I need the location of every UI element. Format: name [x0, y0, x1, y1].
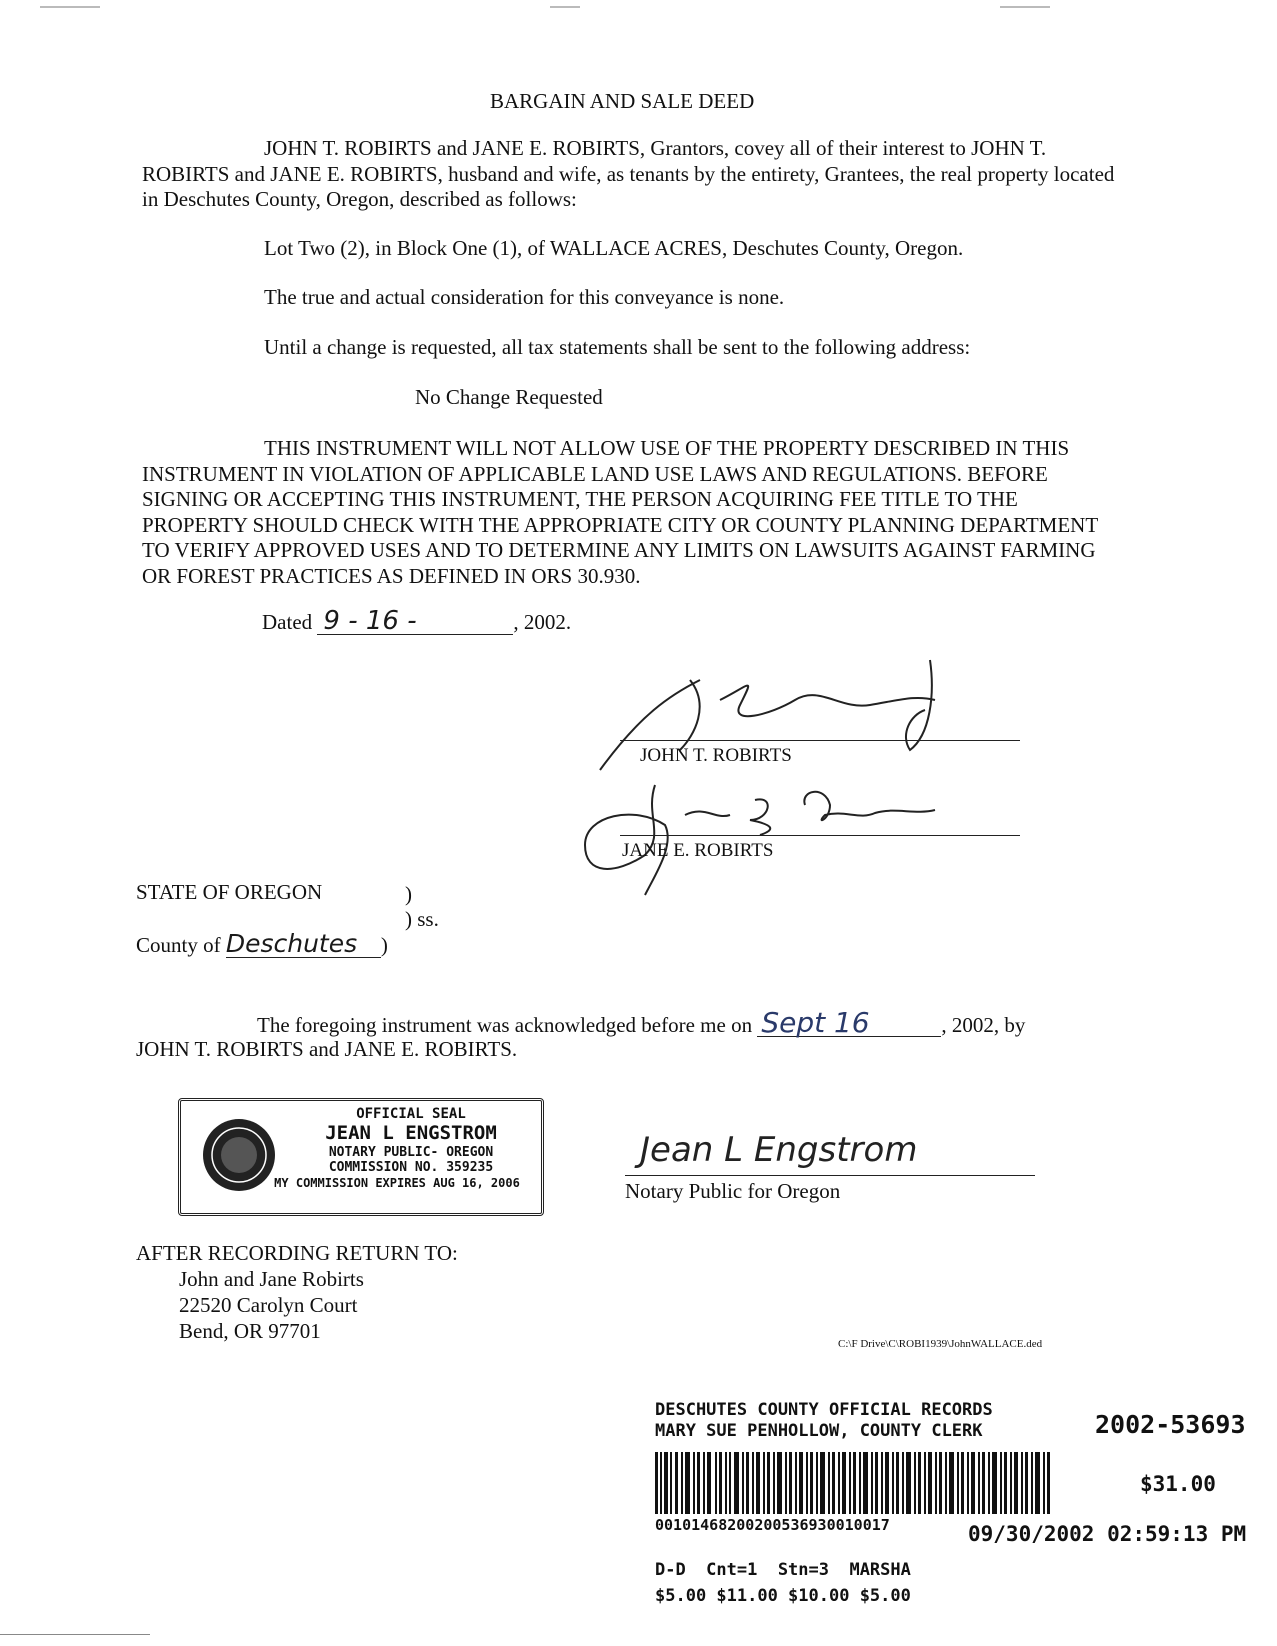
recording-office: DESCHUTES COUNTY OFFICIAL RECORDS — [655, 1400, 993, 1420]
venue-county — [136, 931, 388, 958]
dated-line — [262, 608, 571, 635]
scan-artifact — [0, 1634, 150, 1635]
ack-date-handwritten: Sept 16 — [757, 1010, 941, 1037]
ack-names: JOHN T. ROBIRTS and JANE E. ROBIRTS. — [136, 1037, 518, 1061]
grant-paragraph — [142, 136, 1122, 213]
recording-clerk: MARY SUE PENHOLLOW, COUNTY CLERK — [655, 1421, 983, 1441]
file-path: C:\F Drive\C\ROBI1939\JohnWALLACE.ded — [838, 1338, 1043, 1350]
ack-year: , 2002, by — [941, 1013, 1026, 1037]
grantor1-name: JOHN T. ROBIRTS — [640, 745, 792, 766]
tax-statement: Until a change is requested, all tax statements shall be sent to the following address: — [264, 335, 971, 359]
scan-artifact — [1000, 6, 1050, 8]
recording-doc-number: 2002-53693 — [1095, 1410, 1246, 1439]
acknowledgment-line — [257, 1006, 1026, 1039]
grant-text: JOHN T. ROBIRTS and JANE E. ROBIRTS, Grantors, covey all of their interest to JOHN T. ROBIRTS and JANE E. ROBIRTS, husband and wife, as tenants by the entirety, Grantees, the real property located in Deschutes County, Oregon, described as follows: — [142, 136, 1115, 211]
document-title: BARGAIN AND SALE DEED — [490, 89, 755, 113]
barcode — [655, 1452, 1055, 1514]
return-heading: AFTER RECORDING RETURN TO: — [136, 1241, 458, 1265]
venue-paren-close: ) — [380, 933, 388, 957]
return-street: 22520 Carolyn Court — [179, 1293, 358, 1317]
venue-state: STATE OF OREGON — [136, 880, 323, 904]
scan-artifact — [40, 6, 100, 8]
return-city: Bend, OR 97701 — [179, 1319, 321, 1343]
recording-codes: D-D Cnt=1 Stn=3 MARSHA — [655, 1560, 911, 1580]
consideration-statement: The true and actual consideration for this conveyance is none. — [264, 285, 785, 309]
recording-fee: $31.00 — [1140, 1472, 1216, 1496]
notary-signature: Jean L Engstrom — [640, 1130, 918, 1170]
county-handwritten: Deschutes — [226, 931, 381, 958]
dated-label: Dated — [262, 610, 313, 634]
legal-description: Lot Two (2), in Block One (1), of WALLACE ACRES, Deschutes County, Oregon. — [264, 236, 964, 260]
notary-signature-line — [625, 1175, 1035, 1176]
ack-text: The foregoing instrument was acknowledged before me on — [257, 1013, 753, 1037]
notary-seal — [178, 1098, 544, 1216]
land-use-warning — [142, 436, 1122, 589]
seal-title: OFFICIAL SEAL — [356, 1106, 466, 1122]
dated-year: , 2002. — [513, 610, 572, 634]
seal-notary: NOTARY PUBLIC- OREGON — [328, 1145, 494, 1160]
scan-artifact — [550, 6, 580, 8]
barcode-number: 00101468200200536930010017 — [655, 1516, 890, 1534]
return-name: John and Jane Robirts — [179, 1267, 364, 1291]
notary-caption: Notary Public for Oregon — [625, 1179, 841, 1203]
seal-commission: COMMISSION NO. 359235 — [328, 1160, 494, 1175]
tax-address: No Change Requested — [415, 385, 603, 409]
grantor2-name: JANE E. ROBIRTS — [622, 840, 774, 861]
grantor1-signature-line — [620, 740, 1020, 741]
venue-ss: ) ss. — [405, 907, 439, 931]
county-label: County of — [136, 933, 221, 957]
dated-handwritten: 9 - 16 - — [317, 608, 513, 635]
recording-fees: $5.00 $11.00 $10.00 $5.00 — [655, 1586, 911, 1606]
recording-timestamp: 09/30/2002 02:59:13 PM — [968, 1522, 1247, 1546]
seal-name: JEAN L ENGSTROM — [325, 1122, 497, 1144]
seal-expiry: MY COMMISSION EXPIRES AUG 16, 2006 — [274, 1176, 520, 1190]
venue-paren: ) — [405, 882, 412, 906]
warning-text: THIS INSTRUMENT WILL NOT ALLOW USE OF THE PROPERTY DESCRIBED IN THIS INSTRUMENT IN VIOLATION OF APPLICABLE LAND USE LAWS AND REGULATIONS. BEFORE SIGNING OR ACCEPTING THIS INSTRUMENT, THE PERSON ACQUIRING FEE TITLE TO THE PROPERTY SHOULD CHECK WITH THE APPROPRIATE CITY OR COUNTY PLANNING DEPARTMENT TO VERIFY APPROVED USES AND TO DETERMINE ANY LIMITS ON LAWSUITS AGAINST FARMING OR FOREST PRACTICES AS DEFINED IN ORS 30.930. — [142, 436, 1098, 588]
grantor2-signature-line — [620, 835, 1020, 836]
